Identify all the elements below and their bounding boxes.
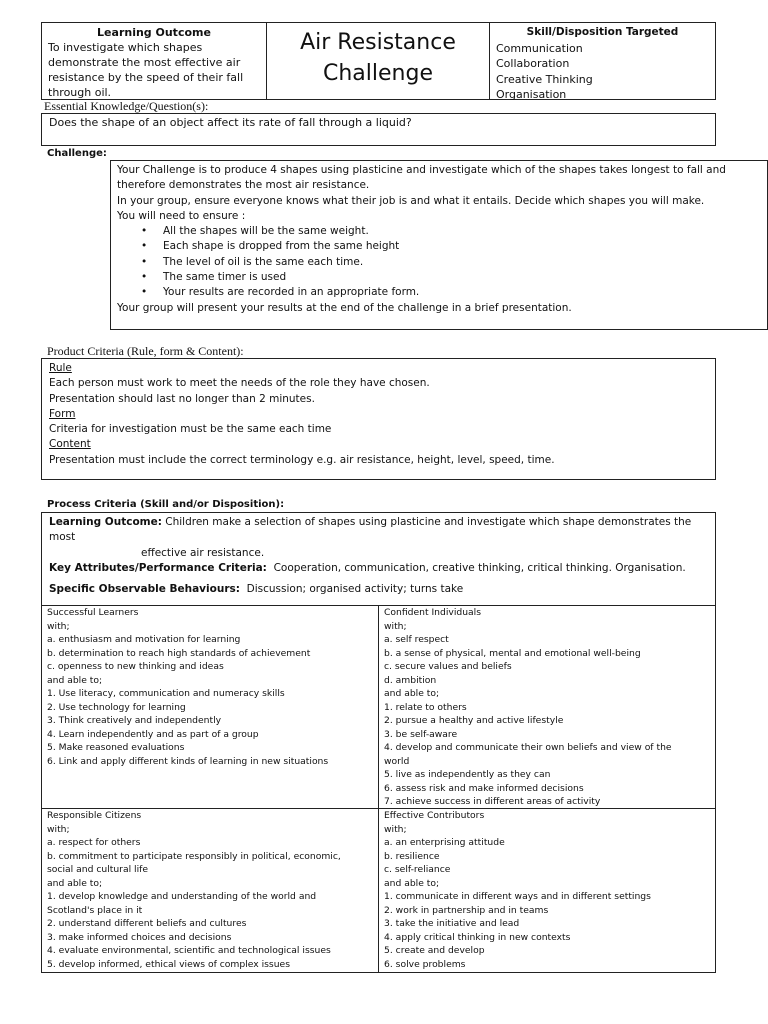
observable-behaviours-label: Specific Observable Behaviours:	[49, 583, 240, 596]
list-item: • Each shape is dropped from the same height	[163, 239, 761, 254]
skill-item: Organisation	[496, 88, 567, 101]
capacity-confident-individuals	[378, 605, 716, 809]
learning-outcome-text: Children make a selection of shapes using plasticine and investigate which shape demonstrates the	[161, 516, 692, 528]
key-attributes-text: Cooperation, communication, creative thinking, critical thinking. Organisation.	[273, 561, 686, 574]
capacity-line: and able to;	[47, 877, 103, 889]
content-heading: Content	[49, 438, 91, 451]
capacity-line: 4. develop and communicate their own beliefs and view of the	[384, 742, 672, 753]
challenge-box	[110, 160, 768, 330]
page-title-line1: Air Resistance	[300, 30, 456, 55]
learning-outcome-line: To investigate which shapes	[48, 41, 203, 54]
essential-question-box	[41, 113, 716, 146]
capacity-line: 2. work in partnership and in teams	[384, 904, 549, 916]
capacity-line: b. commitment to participate responsibly in political, economic,	[47, 850, 341, 862]
capacity-line: c. self-reliance	[384, 864, 451, 875]
capacity-line: with;	[384, 620, 407, 632]
capacity-line: and able to;	[384, 688, 440, 699]
capacity-line: social and cultural life	[47, 864, 149, 875]
form-line: Criteria for investigation must be the same each time	[49, 423, 332, 436]
capacity-line: 4. Learn independently and as part of a group	[47, 728, 259, 740]
challenge-text: Your Challenge is to produce 4 shapes using plasticine and investigate which of the shapes takes longest to fall and	[117, 164, 726, 176]
observable-behaviours-text: Discussion; organised activity; turns take	[246, 583, 464, 596]
capacity-line: a. respect for others	[47, 837, 141, 848]
capacity-line: 6. Link and apply different kinds of learning in new situations	[47, 755, 329, 767]
learning-outcome-text: most	[49, 531, 76, 544]
challenge-label: Challenge:	[47, 148, 107, 159]
capacity-line: c. openness to new thinking and ideas	[47, 661, 224, 672]
skill-box	[489, 22, 716, 100]
challenge-closing: Your group will present your results at the end of the challenge in a brief presentation.	[117, 301, 572, 314]
capacity-responsible-citizens	[41, 808, 379, 973]
learning-outcome-line: resistance by the speed of their fall	[48, 71, 244, 84]
capacity-effective-contributors	[378, 808, 716, 973]
rule-heading: Rule	[49, 362, 72, 374]
capacity-line: 2. Use technology for learning	[47, 701, 186, 713]
capacity-line: a. an enterprising attitude	[384, 837, 505, 848]
capacity-line: with;	[384, 823, 407, 835]
challenge-text: therefore demonstrates the most air resistance.	[117, 179, 370, 192]
capacity-line: d. ambition	[384, 674, 437, 686]
capacity-line: 3. take the initiative and lead	[384, 918, 520, 929]
skill-item: Communication	[496, 41, 583, 55]
capacity-line: 6. assess risk and make informed decisions	[384, 782, 584, 794]
list-item: • Your results are recorded in an appropriate form.	[163, 285, 761, 300]
capacity-line: a. self respect	[384, 634, 449, 645]
capacity-line: b. determination to reach high standards of achievement	[47, 647, 311, 659]
capacity-title: Effective Contributors	[384, 810, 485, 821]
capacity-line: 1. develop knowledge and understanding of the world and	[47, 891, 317, 902]
capacity-line: 6. solve problems	[384, 958, 466, 970]
product-criteria-box	[41, 358, 716, 480]
capacity-line: 1. Use literacy, communication and numeracy skills	[47, 688, 285, 699]
learning-outcome-heading: Learning Outcome	[97, 26, 211, 39]
capacity-line: 4. apply critical thinking in new contexts	[384, 931, 571, 943]
learning-outcome-line: through oil.	[48, 86, 112, 99]
capacity-line: 3. make informed choices and decisions	[47, 931, 232, 943]
capacity-line: 1. communicate in different ways and in different settings	[384, 891, 651, 902]
list-item: • All the shapes will be the same weight.	[163, 224, 761, 239]
capacity-line: 5. live as independently as they can	[384, 769, 551, 780]
capacity-line: Scotland's place in it	[47, 904, 143, 916]
skill-item: Collaboration	[496, 57, 570, 70]
capacity-line: and able to;	[47, 674, 103, 686]
capacity-title: Successful Learners	[47, 607, 139, 618]
capacity-line: a. enthusiasm and motivation for learning	[47, 634, 241, 645]
skill-heading: Skill/Disposition Targeted	[526, 26, 679, 38]
rule-line: Each person must work to meet the needs of the role they have chosen.	[49, 377, 430, 390]
product-criteria-label: Product Criteria (Rule, form & Content):	[47, 344, 244, 358]
essential-question: Does the shape of an object affect its rate of fall through a liquid?	[49, 116, 412, 129]
capacity-line: 2. understand different beliefs and cultures	[47, 918, 247, 929]
learning-outcome-box	[41, 22, 267, 100]
capacity-line: world	[384, 755, 410, 767]
capacity-line: with;	[47, 823, 70, 835]
rule-line: Presentation should last no longer than 2 minutes.	[49, 392, 315, 405]
page-title-line2: Challenge	[323, 61, 433, 86]
capacity-successful-learners	[41, 605, 379, 809]
skill-item: Creative Thinking	[496, 72, 593, 86]
capacity-line: b. a sense of physical, mental and emotional well-being	[384, 647, 641, 659]
form-heading: Form	[49, 407, 76, 420]
capacity-line: 3. be self-aware	[384, 728, 458, 740]
capacity-line: 3. Think creatively and independently	[47, 715, 222, 726]
capacity-line: b. resilience	[384, 850, 440, 862]
capacity-line: 1. relate to others	[384, 701, 467, 713]
capacity-line: 4. evaluate environmental, scientific and technological issues	[47, 945, 331, 956]
process-criteria-label: Process Criteria (Skill and/or Disposition):	[47, 499, 285, 510]
capacity-line: 5. develop informed, ethical views of complex issues	[47, 958, 290, 970]
list-item: • The same timer is used	[163, 270, 761, 285]
title-box	[266, 22, 490, 100]
learning-outcome-line: demonstrate the most effective air	[48, 56, 241, 69]
challenge-requirements-list	[117, 224, 761, 300]
challenge-text: In your group, ensure everyone knows what their job is and what it entails. Decide which shapes you will make.	[117, 194, 705, 207]
list-item: • The level of oil is the same each time.	[163, 255, 761, 270]
essential-knowledge-label: Essential Knowledge/Question(s):	[44, 99, 209, 113]
capacity-line: with;	[47, 620, 70, 632]
capacity-line: 5. Make reasoned evaluations	[47, 742, 185, 753]
key-attributes-label: Key Attributes/Performance Criteria:	[49, 561, 267, 574]
capacity-line: and able to;	[384, 877, 440, 889]
process-criteria-box	[41, 512, 716, 606]
capacity-line: 2. pursue a healthy and active lifestyle	[384, 715, 564, 726]
capacity-line: c. secure values and beliefs	[384, 661, 512, 672]
capacity-title: Responsible Citizens	[47, 810, 142, 821]
challenge-text: You will need to ensure :	[117, 209, 246, 222]
content-line: Presentation must include the correct terminology e.g. air resistance, height, level, speed, time.	[49, 453, 555, 466]
learning-outcome-label: Learning Outcome:	[49, 516, 162, 528]
learning-outcome-text: effective air resistance.	[141, 546, 265, 559]
capacity-title: Confident Individuals	[384, 607, 482, 618]
capacity-line: 5. create and develop	[384, 945, 485, 956]
capacity-line: 7. achieve success in different areas of activity	[384, 796, 601, 807]
